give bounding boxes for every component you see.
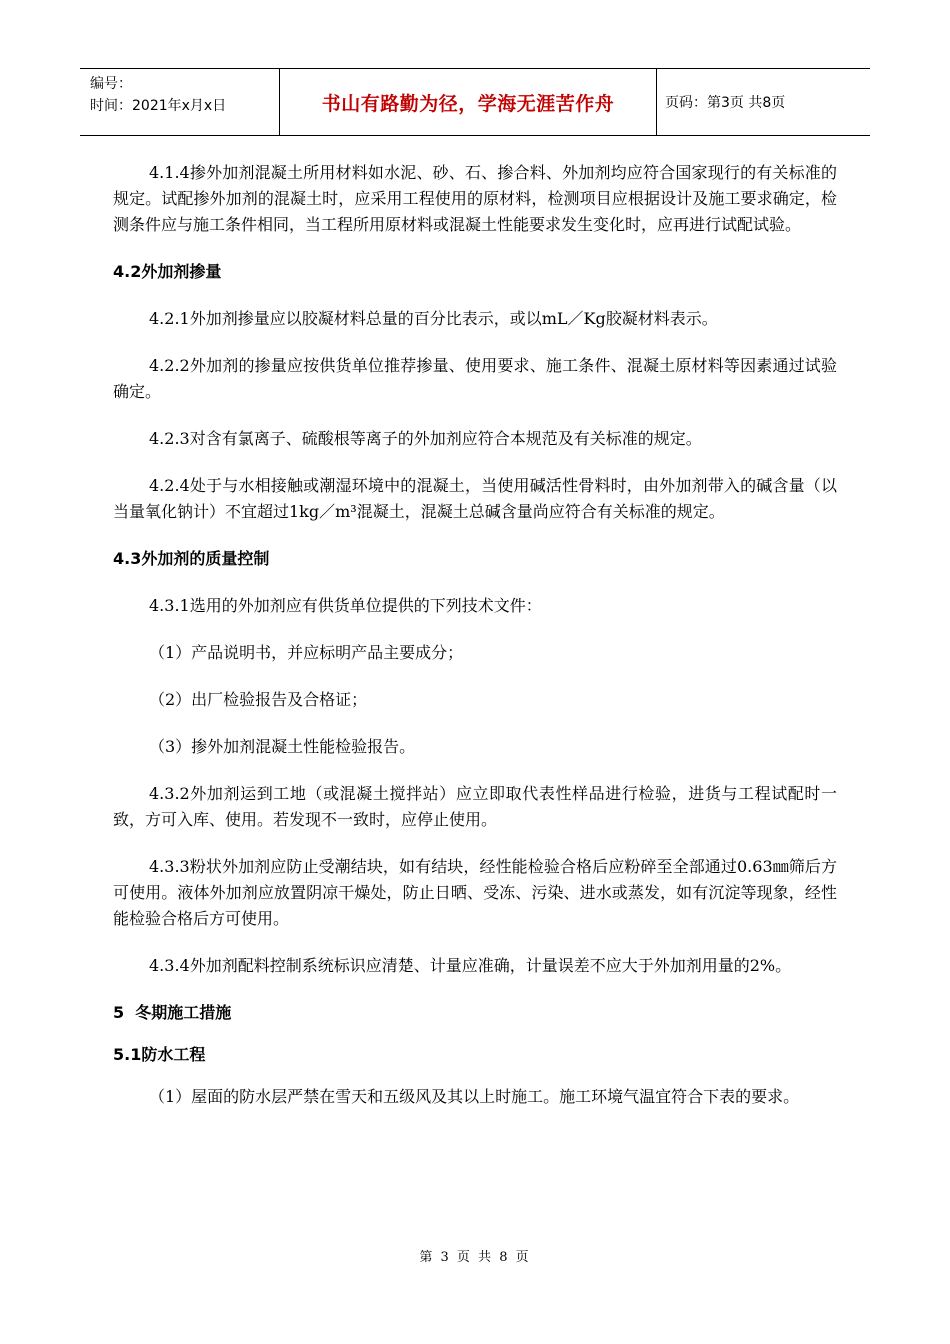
heading-4-3: 4.3外加剂的质量控制 <box>113 549 270 568</box>
paragraph-4-2-2: 4.2.2外加剂的掺量应按供货单位推荐掺量、使用要求、施工条件、混凝土原材料等因素通过试验确定。 <box>113 356 837 401</box>
list-item-1: （1）产品说明书，并应标明产品主要成分； <box>149 643 464 662</box>
paragraph-4-2-1: 4.2.1外加剂掺量应以胶凝材料总量的百分比表示，或以mL／Kg胶凝材料表示。 <box>149 309 718 328</box>
heading-5-1: 5.1防水工程 <box>113 1045 206 1064</box>
page-footer: 第 3 页 共 8 页 <box>419 1250 531 1265</box>
doc-number-label: 编号： <box>90 76 132 92</box>
paragraph-4-3-2: 4.3.2外加剂运到工地（或混凝土搅拌站）应立即取代表性样品进行检验，进货与工程试配时一致，方可入库、使用。若发现不一致时，应停止使用。 <box>113 784 837 829</box>
list-item-3: （3）掺外加剂混凝土性能检验报告。 <box>149 737 416 756</box>
heading-4-2: 4.2外加剂掺量 <box>113 262 222 281</box>
header-motto <box>280 69 657 135</box>
paragraph-4-1-4: 4.1.4掺外加剂混凝土所用材料如水泥、砂、石、掺合料、外加剂均应符合国家现行的有关标准的规定。试配掺外加剂的混凝土时，应采用工程使用的原材料，检测项目应根据设计及施工要求确定，检测条件应与施工条件相同，当工程所用原材料或混凝土性能要求发生变化时，应再进行试配试验。 <box>113 163 837 234</box>
paragraph-4-3-3: 4.3.3粉状外加剂应防止受潮结块，如有结块，经性能检验合格后应粉碎至全部通过0.63㎜筛后方可使用。液体外加剂应放置阴凉干燥处，防止日晒、受冻、污染、进水或蒸发，如有沉淀等现象，经性能检验合格后方可使用。 <box>113 857 837 928</box>
motto-text: 书山有路勤为径，学海无涯苦作舟 <box>321 92 615 115</box>
heading-5: 5 冬期施工措施 <box>113 1003 232 1022</box>
list-item-2: （2）出厂检验报告及合格证； <box>149 690 368 709</box>
page-header <box>80 68 870 136</box>
paragraph-4-3-1: 4.3.1选用的外加剂应有供货单位提供的下列技术文件： <box>149 596 542 615</box>
header-page-info: 页码：第3页 共8页 <box>665 95 786 111</box>
paragraph-4-2-3: 4.2.3对含有氯离子、硫酸根等离子的外加剂应符合本规范及有关标准的规定。 <box>149 429 702 448</box>
paragraph-4-3-4: 4.3.4外加剂配料控制系统标识应清楚、计量应准确，计量误差不应大于外加剂用量的2%。 <box>149 956 792 975</box>
paragraph-5-1-1: （1）屋面的防水层严禁在雪天和五级风及其以上时施工。施工环境气温宜符合下表的要求。 <box>149 1087 800 1106</box>
document-body <box>113 160 837 1110</box>
paragraph-4-2-4: 4.2.4处于与水相接触或潮湿环境中的混凝土，当使用碱活性骨料时，由外加剂带入的碱含量（以当量氧化钠计）不宜超过1kg／m³混凝土，混凝土总碱含量尚应符合有关标准的规定。 <box>113 476 837 521</box>
doc-time-label: 时间：2021年x月x日 <box>90 98 227 114</box>
header-meta <box>80 69 280 135</box>
